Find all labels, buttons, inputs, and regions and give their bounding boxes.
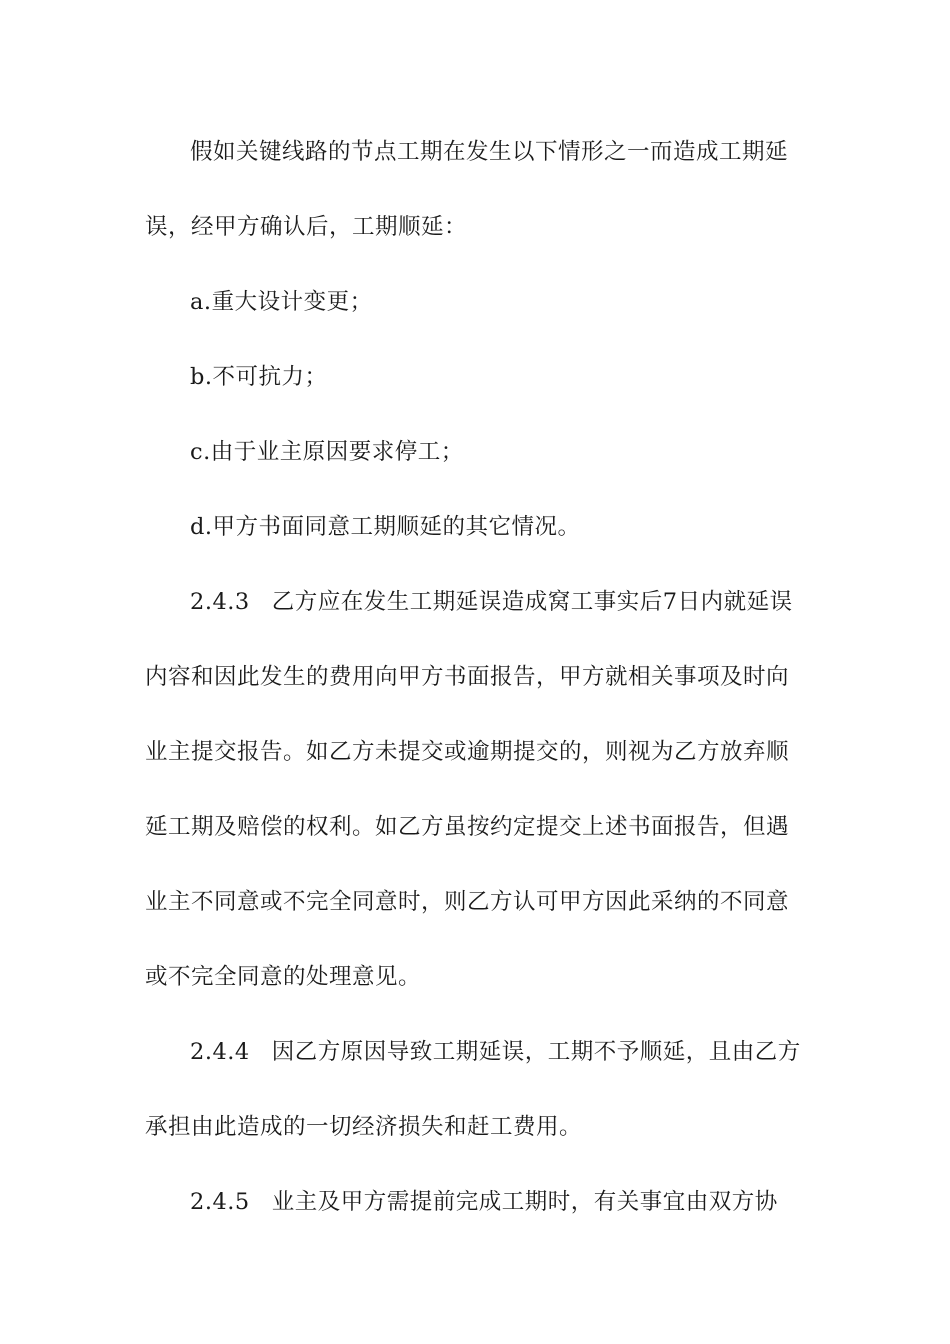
clause-text: 因乙方原因导致工期延误，工期不予顺延，且由乙方承担由此造成的一切经济损失和赶工费用。 <box>145 1039 801 1140</box>
list-item-a: a.重大设计变更； <box>190 289 373 315</box>
clause-number: 2.4.4 <box>190 1039 250 1065</box>
clause-number: 2.4.3 <box>190 589 250 615</box>
list-item-b: b.不可抗力； <box>190 364 328 390</box>
clause-2-4-5 <box>145 1165 807 1240</box>
clause-text: 乙方应在发生工期延误造成窝工事实后7日内就延误内容和因此发生的费用向甲方书面报告，甲方就相关事项及时向业主提交报告。如乙方未提交或逾期提交的，则视为乙方放弃顺延工期及赔偿的权利。如乙方虽按约定提交上述书面报告，但遇业主不同意或不完全同意时，则乙方认可甲方因此采纳的不同意或不完全同意的处理意见。 <box>145 589 793 990</box>
clause-2-4-4 <box>145 1015 807 1165</box>
list-item-d: d.甲方书面同意工期顺延的其它情况。 <box>190 514 581 540</box>
clause-2-4-3 <box>145 565 807 1015</box>
clause-number: 2.4.5 <box>190 1189 250 1215</box>
paragraph-intro: 假如关键线路的节点工期在发生以下情形之一而造成工期延误，经甲方确认后，工期顺延： <box>145 139 789 240</box>
list-item-c: c.由于业主原因要求停工； <box>190 439 464 465</box>
clause-text: 业主及甲方需提前完成工期时，有关事宜由双方协 <box>271 1189 778 1215</box>
